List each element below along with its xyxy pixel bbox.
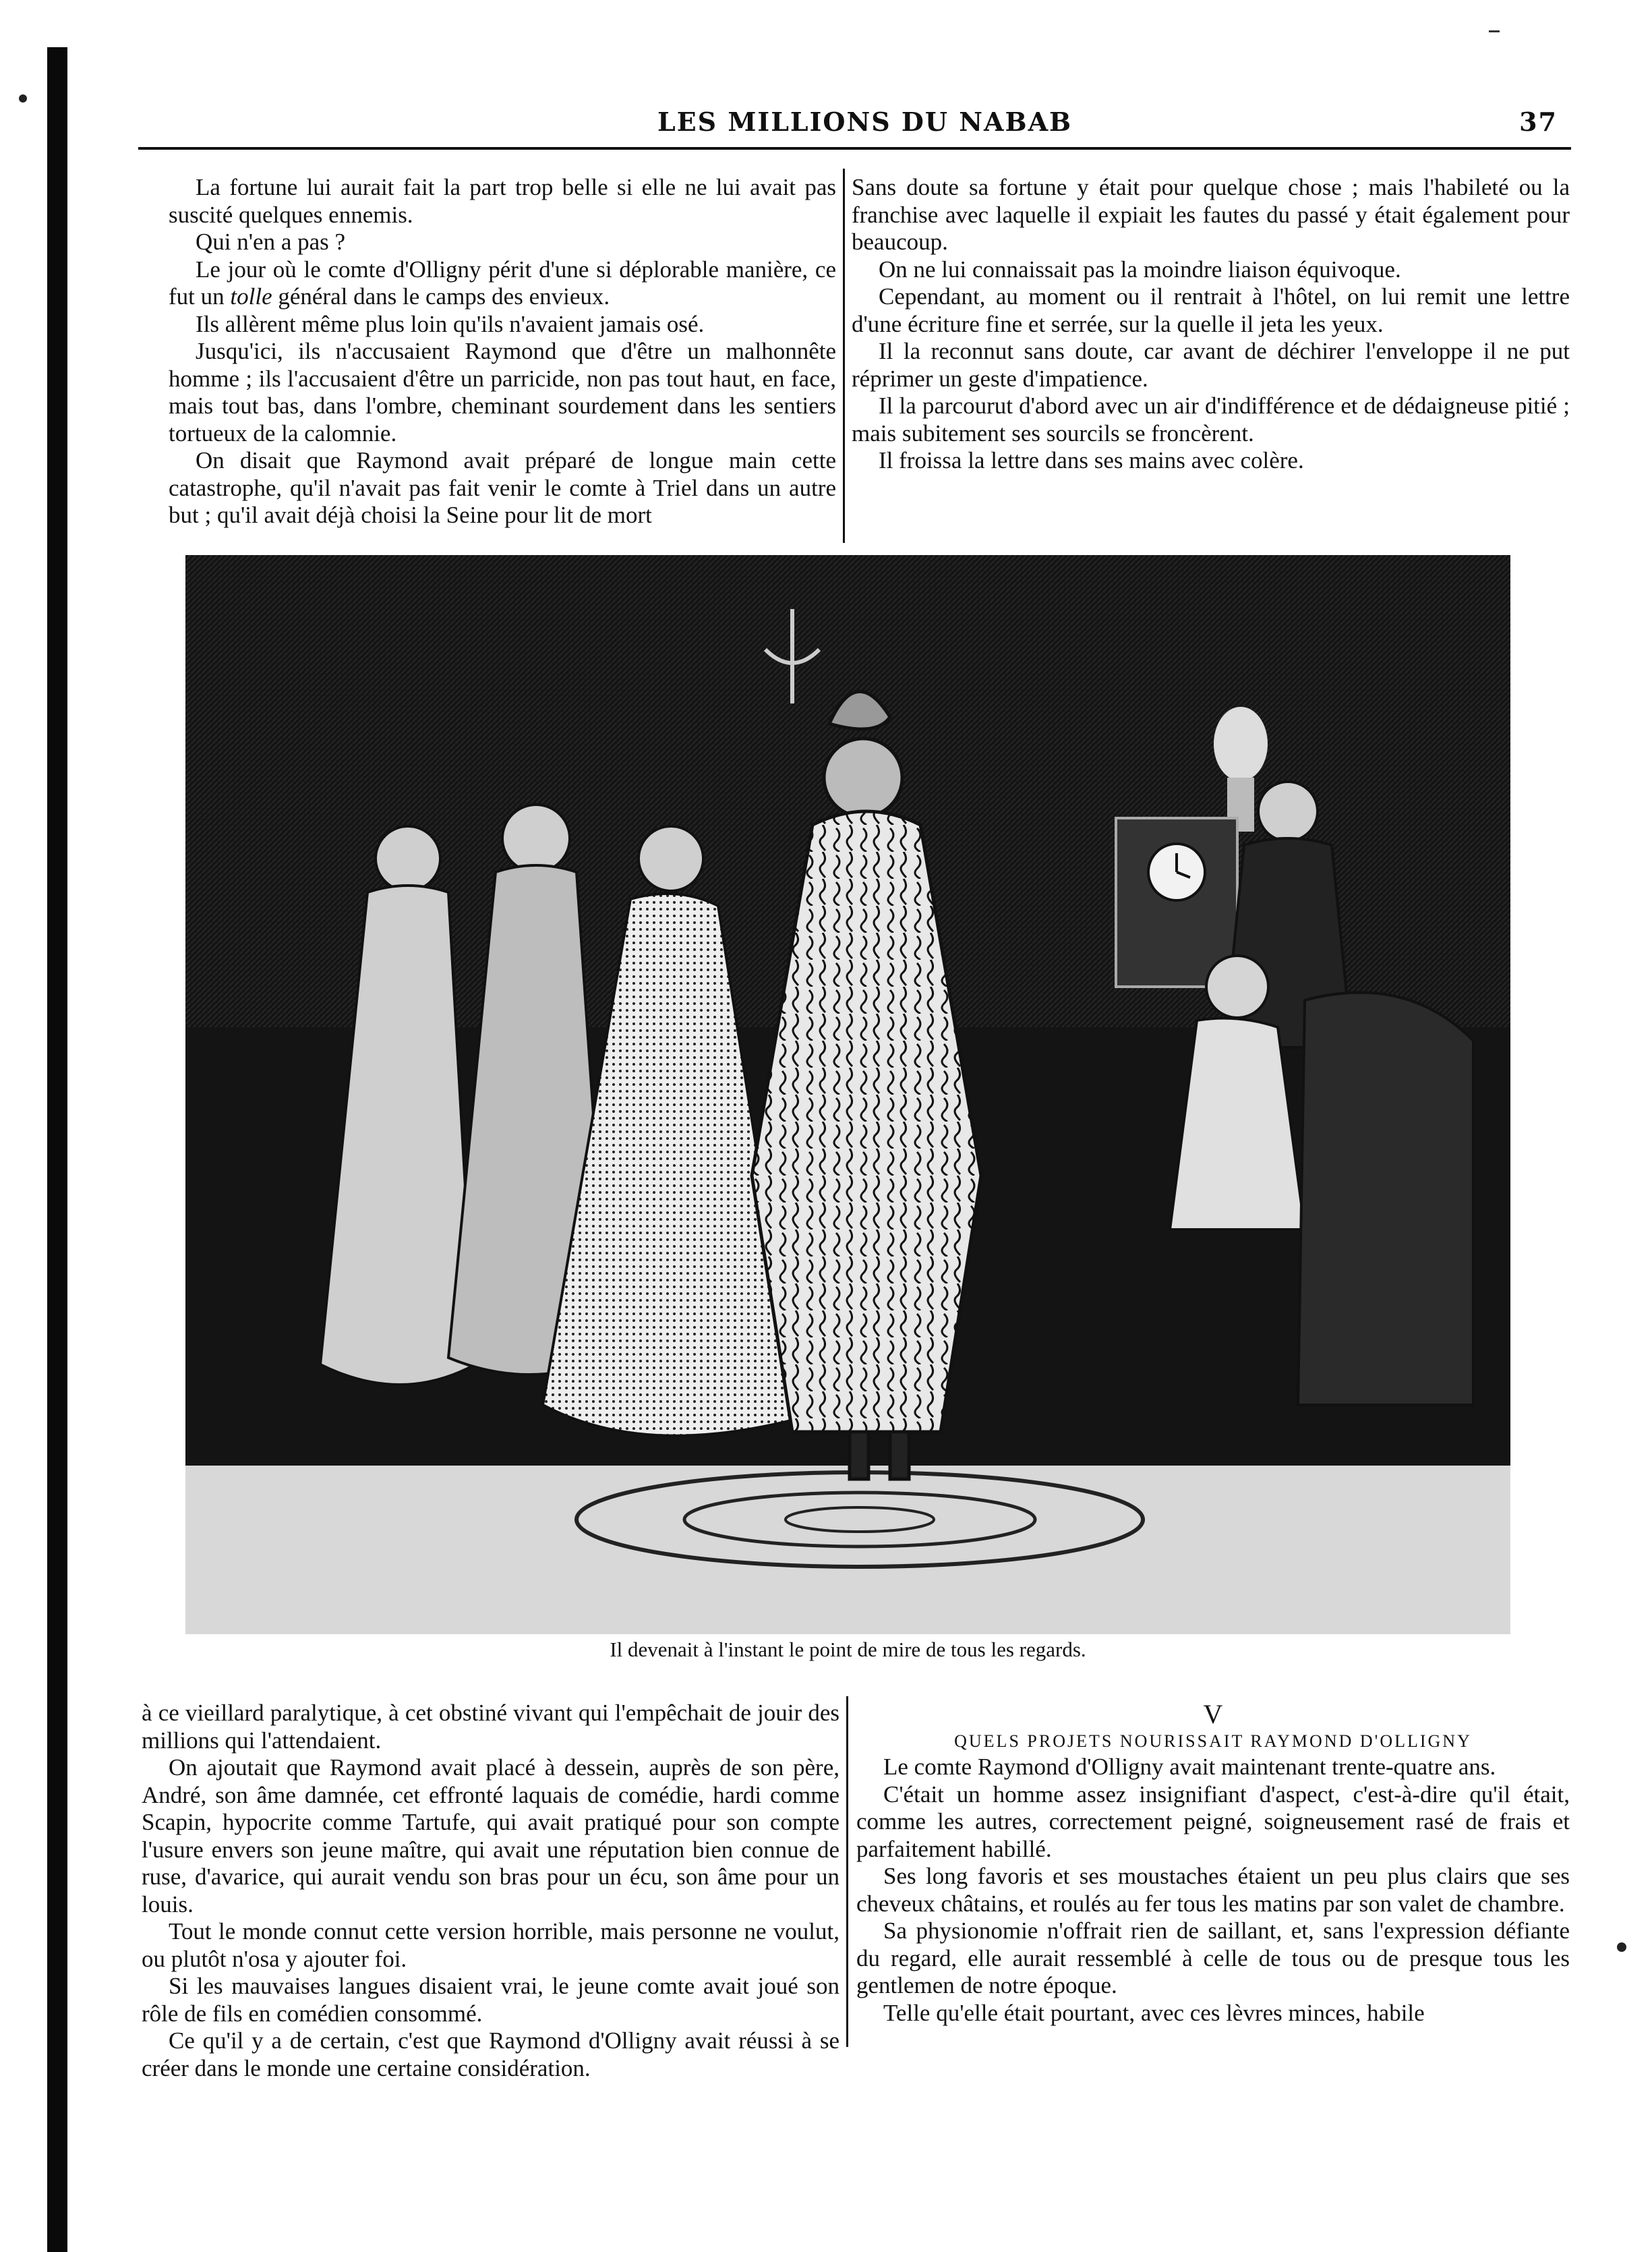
column-bottom-left — [142, 1700, 839, 2082]
paragraph: Jusqu'ici, ils n'accusaient Raymond que d'être un malhonnête homme ; ils l'accusaient d'être un parricide, non pas tout haut, en face, mais tout bas, dans l'ombre, cheminant sourdement dans les sentiers tortueux de la calomnie. — [169, 338, 836, 446]
paragraph: On ajoutait que Raymond avait placé à dessein, auprès de son père, André, son âme damnée, cet effronté laquais de comédie, hardi comme Scapin, hypocrite comme Tartufe, qui avait pratiqué pour son compte l'usure envers son jeune maître, qui avait une réputation bien connue de ruse, d'avarice, qui aurait vendu son bras pour un écu, son âme pour un louis. — [142, 1754, 839, 1917]
paragraph-text: général dans le camps des envieux. — [272, 283, 610, 310]
paragraph: La fortune lui aurait fait la part trop belle si elle ne lui avait pas suscité quelques ennemis. — [169, 174, 836, 228]
column-rule — [843, 169, 845, 543]
paragraph: Il la reconnut sans doute, car avant de déchirer l'enveloppe il ne put réprimer un geste d'impatience. — [852, 338, 1570, 392]
paragraph-text: Le jour où le comte d'Olligny périt d'une si déplorable manière, ce fut un — [169, 256, 836, 310]
engraving-illustration — [185, 555, 1510, 1634]
paragraph: Sans doute sa fortune y était pour quelque chose ; mais l'habileté ou la franchise avec laquelle il expiait les fautes du passé y était également pour beaucoup. — [852, 174, 1570, 255]
paragraph: Il froissa la lettre dans ses mains avec colère. — [879, 447, 1304, 473]
paragraph: Ce qu'il y a de certain, c'est que Raymond d'Olligny avait réussi à se créer dans le monde une certaine considération. — [142, 2027, 839, 2081]
emphasis-text: tolle — [230, 283, 272, 310]
paragraph — [169, 256, 836, 311]
margin-dot — [19, 94, 27, 103]
paragraph: On disait que Raymond avait préparé de longue main cette catastrophe, qu'il n'avait pas fait venir le comte à Triel dans un autre but ; qu'il avait déjà choisi la Seine pour lit de mort — [169, 447, 836, 528]
running-title: LES MILLIONS DU NABAB — [657, 107, 1073, 137]
column-bottom-right — [856, 1700, 1570, 2027]
paragraph: Si les mauvaises langues disaient vrai, le jeune comte avait joué son rôle de fils en comédien consommé. — [142, 1973, 839, 2027]
chapter-number: V — [1203, 1699, 1223, 1729]
margin-dash — [1489, 30, 1500, 32]
column-top-left — [169, 174, 836, 529]
page-number: 37 — [1519, 107, 1558, 137]
paragraph: Tout le monde connut cette version horrible, mais personne ne voulut, ou plutôt n'osa y ajouter foi. — [142, 1918, 839, 1972]
paragraph: à ce vieillard paralytique, à cet obstiné vivant qui l'empêchait de jouir des millions qui l'attendaient. — [142, 1700, 839, 1754]
paragraph: Qui n'en a pas ? — [196, 229, 346, 255]
header-rule — [138, 147, 1571, 150]
paragraph: C'était un homme assez insignifiant d'aspect, c'est-à-dire qu'il était, comme les autres, correctement peigné, soigneusement rasé de frais et parfaitement habillé. — [856, 1781, 1570, 1862]
paragraph: Ils allèrent même plus loin qu'ils n'avaient jamais osé. — [196, 310, 705, 337]
paragraph: Cependant, au moment ou il rentrait à l'hôtel, on lui remit une lettre d'une écriture fine et serrée, sur la quelle il jeta les yeux. — [852, 283, 1570, 337]
column-top-right — [852, 174, 1570, 475]
illustration-caption: Il devenait à l'instant le point de mire de tous les regards. — [610, 1638, 1086, 1661]
paragraph: Sa physionomie n'offrait rien de saillant, et, sans l'expression défiante du regard, elle aurait ressemblé à celle de tous ou de presque tous les gentlemen de notre époque. — [856, 1917, 1570, 1998]
margin-dot — [1617, 1942, 1626, 1952]
page-binding-edge — [47, 47, 67, 2252]
chapter-title: QUELS PROJETS NOURISSAIT RAYMOND D'OLLIGNY — [954, 1731, 1472, 1751]
engraving-image — [185, 555, 1510, 1634]
paragraph: Le comte Raymond d'Olligny avait maintenant trente-quatre ans. — [883, 1754, 1496, 1780]
paragraph: Il la parcourut d'abord avec un air d'indifférence et de dédaigneuse pitié ; mais subitement ses sourcils se froncèrent. — [852, 393, 1570, 446]
paragraph: Telle qu'elle était pourtant, avec ces lèvres minces, habile — [883, 1999, 1425, 2026]
paragraph: On ne lui connaissait pas la moindre liaison équivoque. — [879, 256, 1401, 283]
paragraph: Ses long favoris et ses moustaches étaient un peu plus clairs que ses cheveux châtains, et roulés au fer tous les matins par son valet de chambre. — [856, 1863, 1570, 1917]
running-header — [138, 107, 1571, 144]
column-rule — [846, 1696, 848, 2047]
